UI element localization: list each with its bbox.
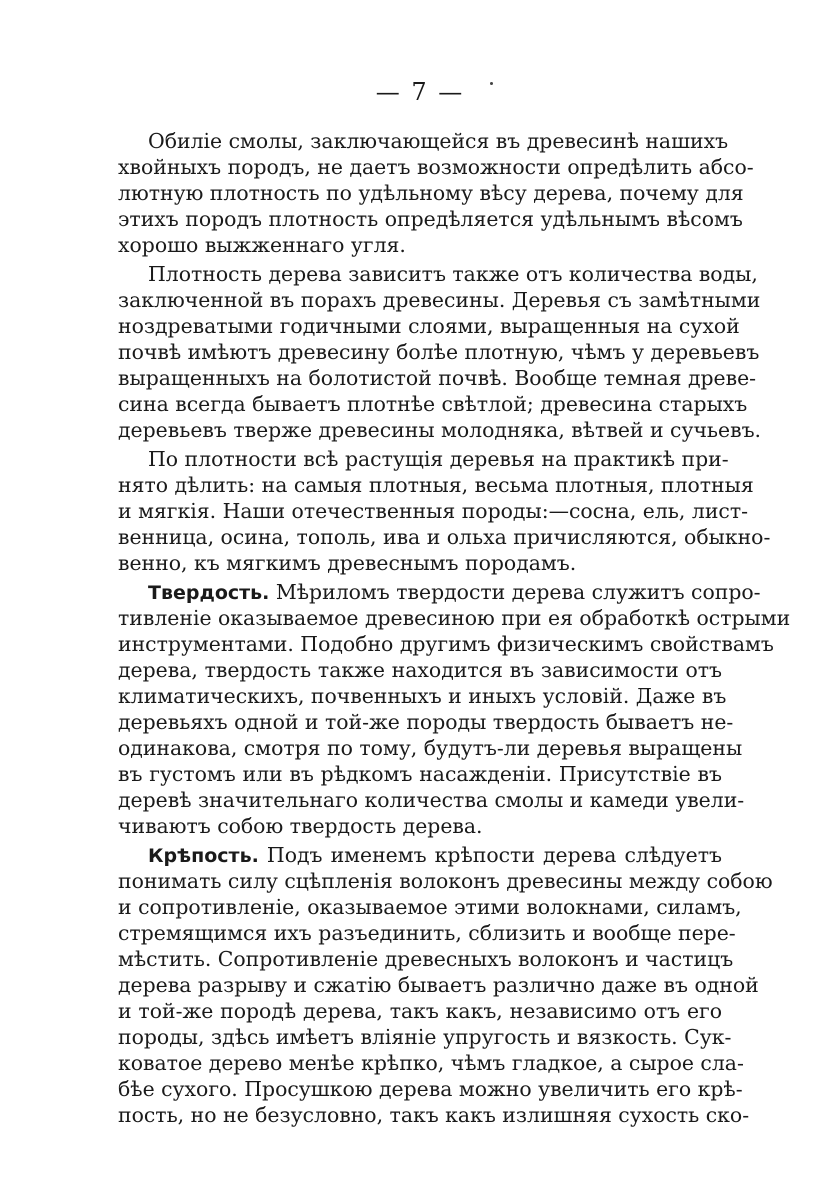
paragraph <box>118 261 762 443</box>
paragraph <box>118 128 754 258</box>
text-line: одинакова, смотря по тому, будутъ-ли деревья выращены <box>118 736 743 760</box>
text-line: заключенной въ порахъ древесины. Деревья съ замѣтными <box>118 288 761 312</box>
paragraph-strength <box>118 842 773 1128</box>
text-fragment: Подъ именемъ крѣпости дерева слѣдуетъ <box>266 843 722 867</box>
text-line: дерева разрыву и сжатію бываетъ различно даже въ одной <box>118 973 759 997</box>
text-line: почвѣ имѣютъ древесину болѣе плотную, чѣмъ у деревьевъ <box>118 340 760 364</box>
text-line: инструментами. Подобно другимъ физическимъ свойствамъ <box>118 632 774 656</box>
text-line: деревьевъ тверже древесины молодняка, вѣтвей и сучьевъ. <box>118 418 762 442</box>
section-heading: Твердость. <box>148 582 270 604</box>
text-line: стремящимся ихъ разъединить, сблизить и вообще пере- <box>118 921 736 945</box>
text-line: деревьяхъ одной и той-же породы твердость бываетъ не- <box>118 710 734 734</box>
print-speck <box>490 82 493 85</box>
text-line <box>118 842 722 868</box>
text-line: венно, къ мягкимъ древеснымъ породамъ. <box>118 551 577 575</box>
text-line: ноздреватыми годичными слоями, выращенныя на сухой <box>118 314 740 338</box>
text-line: климатическихъ, почвенныхъ и иныхъ условій. Даже въ <box>118 684 727 708</box>
text-line: и мягкія. Наши отечественныя породы:—сосна, ель, лист- <box>118 499 748 523</box>
text-line: венница, осина, тополь, ива и ольха причисляются, обыкно- <box>118 525 771 549</box>
text-line: Обиліе смолы, заключающейся въ древесинѣ нашихъ <box>148 129 729 153</box>
text-line <box>118 579 761 605</box>
text-line: и той-же породѣ дерева, такъ какъ, независимо отъ его <box>118 999 722 1023</box>
text-line: Плотность дерева зависитъ также отъ количества воды, <box>148 262 758 286</box>
text-line: бѣе сухого. Просушкою дерева можно увеличить его крѣ- <box>118 1077 743 1101</box>
text-line: этихъ породъ плотность опредѣляется удѣльнымъ вѣсомъ <box>118 207 743 231</box>
text-line: деревѣ значительнаго количества смолы и камеди увели- <box>118 788 745 812</box>
section-heading: Крѣпость. <box>148 845 259 867</box>
text-line: нято дѣлить: на самыя плотныя, весьма плотныя, плотныя <box>118 473 754 497</box>
text-line: сина всегда бываетъ плотнѣе свѣтлой; древесина старыхъ <box>118 392 748 416</box>
text-line: лютную плотность по удѣльному вѣсу дерева, почему для <box>118 181 744 205</box>
text-line: породы, здѣсь имѣетъ вліяніе упругость и вязкость. Сук- <box>118 1025 732 1049</box>
text-line: хорошо выжженнаго угля. <box>118 233 406 257</box>
text-line: чиваютъ собою твердость дерева. <box>118 814 483 838</box>
text-line: выращенныхъ на болотистой почвѣ. Вообще темная древе- <box>118 366 757 390</box>
paragraph <box>118 446 771 576</box>
text-line: коватое дерево менѣе крѣпко, чѣмъ гладкое, а сырое сла- <box>118 1051 744 1075</box>
text-line: въ густомъ или въ рѣдкомъ насажденіи. Присутствіе въ <box>118 762 722 786</box>
text-line: тивленіе оказываемое древесиною при ея обработкѣ острыми <box>118 606 791 630</box>
page-number: — 7 — <box>375 78 465 106</box>
body-text <box>118 128 791 1128</box>
paragraph-hardness <box>118 579 791 839</box>
text-line: дерева, твердость также находится въ зависимости отъ <box>118 658 722 682</box>
text-line: мѣстить. Сопротивленіе древесныхъ волоконъ и частицъ <box>118 947 734 971</box>
text-line: и сопротивленіе, оказываемое этими волокнами, силамъ, <box>118 895 742 919</box>
text-fragment: Мѣриломъ твердости дерева служитъ сопро- <box>275 580 761 604</box>
text-line: По плотности всѣ растущія деревья на практикѣ при- <box>148 447 729 471</box>
text-line: пость, но не безусловно, такъ какъ излишняя сухость ско- <box>118 1103 750 1127</box>
text-line: понимать силу сцѣпленія волоконъ древесины между собою <box>118 869 773 893</box>
text-line: хвойныхъ породъ, не даетъ возможности опредѣлить абсо- <box>118 155 754 179</box>
